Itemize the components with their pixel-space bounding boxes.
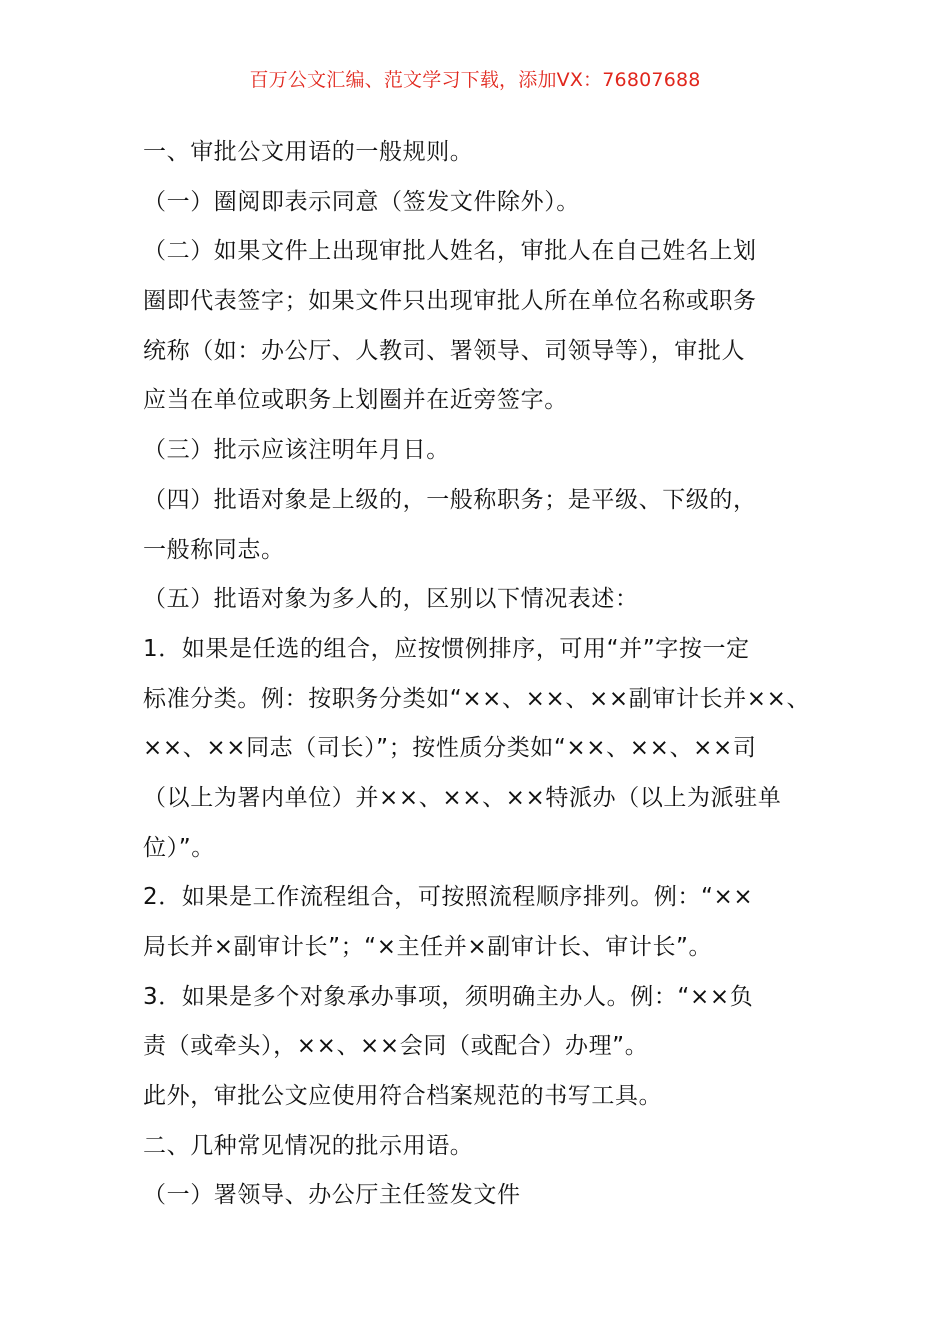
sub-item-2-line-2: 局长并×副审计长”；“×主任并×副审计长、审计长”。 [143, 934, 713, 960]
section-heading-1: 一、审批公文用语的一般规则。 [143, 139, 474, 165]
section-2-item-1: （一）署领导、办公厅主任签发文件 [143, 1182, 521, 1209]
rule-item-3: （三）批示应该注明年月日。 [143, 437, 450, 464]
rule-item-1: （一）圈阅即表示同意（签发文件除外）。 [143, 188, 580, 215]
sub-item-1-line-4: （以上为署内单位）并××、××、××特派办（以上为派驻单 [143, 784, 782, 811]
rule-item-5: （五）批语对象为多人的，区别以下情况表述： [143, 586, 639, 613]
document-body [143, 128, 823, 1221]
rule-item-2-line-2: 圈即代表签字；如果文件只出现审批人所在单位名称或职务 [143, 288, 757, 315]
sub-item-1-line-3: ××、××同志（司长）”；按性质分类如“××、××、××司 [143, 735, 757, 762]
rule-item-2-line-3: 统称（如：办公厅、人教司、署领导、司领导等），审批人 [143, 337, 746, 364]
sub-item-3-line-1: 3．如果是多个对象承办事项，须明确主办人。例：“××负 [143, 983, 754, 1010]
sub-item-3-line-2: 责（或牵头），××、××会同（或配合）办理”。 [143, 1033, 649, 1060]
rule-item-2-line-4: 应当在单位或职务上划圈并在近旁签字。 [143, 387, 568, 414]
sub-item-1-line-1: 1．如果是任选的组合，应按惯例排序，可用“并”字按一定 [143, 635, 750, 662]
sub-item-2-line-1: 2．如果是工作流程组合，可按照流程顺序排列。例：“×× [143, 884, 754, 911]
closing-note: 此外，审批公文应使用符合档案规范的书写工具。 [143, 1083, 663, 1110]
header-banner: 百万公文汇编、范文学习下载，添加VX：76807688 [249, 69, 701, 91]
rule-item-4-line-1: （四）批语对象是上级的，一般称职务；是平级、下级的， [143, 486, 757, 513]
sub-item-1-line-2: 标准分类。例：按职务分类如“××、××、××副审计长并××、 [143, 685, 811, 712]
rule-item-2-line-1: （二）如果文件上出现审批人姓名，审批人在自己姓名上划 [143, 238, 757, 265]
section-heading-2: 二、几种常见情况的批示用语。 [143, 1132, 474, 1159]
rule-item-4-line-2: 一般称同志。 [143, 536, 285, 563]
sub-item-1-line-5: 位）”。 [143, 834, 215, 861]
